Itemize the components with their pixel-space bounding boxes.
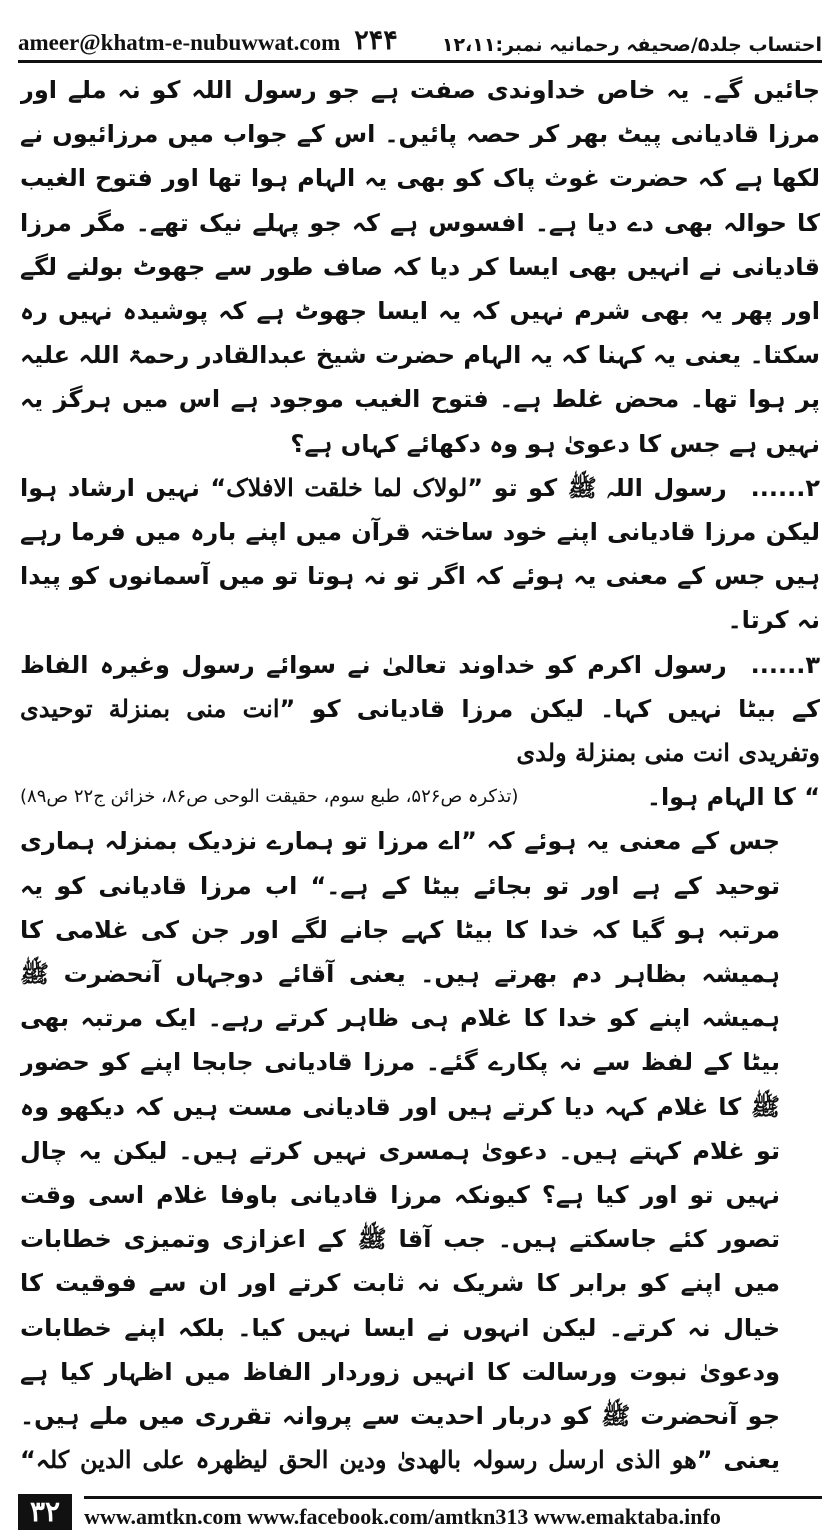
footer-urls: www.amtkn.com www.facebook.com/amtkn313 www.emaktaba.info [84, 1504, 721, 1529]
item-2-text-before: رسول اللہ ﷺ کو تو ” [467, 473, 727, 502]
footer-links-block [84, 1496, 822, 1530]
item-3-text-before: رسول اکرم کو خداوند تعالیٰ نے سوائے رسول وغیرہ الفاظ کے بیٹا نہیں کہا۔ لیکن مرزا قادیانی کو ” [20, 650, 820, 723]
item-3-number: ۳...... [750, 650, 820, 679]
paragraph-4-arabic-quote: ھو الذی ارسل رسولہ بالھدیٰ ودین الحق لیظھرہ علی الدین کلہ [35, 1445, 697, 1475]
paragraph-1: جائیں گے۔ یہ خاص خداوندی صفت ہے جو رسول اللہ کو نہ ملے اور مرزا قادیانی پیٹ بھر کر حصہ پائیں۔ اس کے جواب میں مرزائیوں نے لکھا ہے کہ حضرت غوث پاک کو بھی یہ الہام ہوا تھا اور فتوح الغیب کا حوالہ بھی دے دیا ہے۔ افسوس ہے کہ جو پہلے نیک تھے۔ مگر مرزا قادیانی نے انہیں بھی ایسا کر دیا کہ صاف طور سے جھوٹ بولنے لگے اور پھر یہ بھی شرم نہیں کہ یہ ایسا جھوٹ ہے کہ پوشیدہ نہیں رہ سکتا۔ یعنی یہ کہنا کہ یہ الہام حضرت شیخ عبدالقادر رحمۃ اللہ علیہ پر ہوا تھا۔ محض غلط ہے۔ فتوح الغیب موجود ہے اس میں ہرگز یہ نہیں ہے جس کا دعویٰ ہو وہ دکھائے کہاں ہے؟ [20, 76, 820, 458]
paragraph-4-text: جس کے معنی یہ ہوئے کہ ”اے مرزا تو ہمارے نزدیک بمنزلہ ہماری توحید کے ہے اور تو بجائے بیٹا کے ہے۔“ اب مرزا قادیانی کو یہ مرتبہ ہو گیا کہ خدا کا بیٹا کہے جانے لگے اور جن کی غلامی کا ہمیشہ بظاہر دم بھرتے ہیں۔ یعنی آقائے دوجہاں آنحضرت ﷺ ہمیشہ اپنے کو خدا کا غلام ہی ظاہر کرتے رہے۔ ایک مرتبہ بھی بیٹا کے لفظ سے نہ پکارے گئے۔ مرزا قادیانی جابجا اپنے کو حضور ﷺ کا غلام کہہ دیا کرتے ہیں اور قادیانی مست ہیں کہ دیکھو وہ تو غلام کہتے ہیں۔ دعویٰ ہمسری نہیں کرتے ہیں۔ لیکن یہ چال نہیں تو اور کیا ہے؟ کیونکہ مرزا قادیانی باوفا غلام اسی وقت تصور کئے جاسکتے ہیں۔ جب آقا ﷺ کے اعزازی وتمیزی خطابات میں اپنے کو برابر کا شریک نہ ثابت کرتے اور ان سے فوقیت کا خیال نہ کرتے۔ لیکن انہوں نے ایسا نہیں کیا۔ بلکہ اپنے خطابات ودعویٰ نبوت ورسالت کا انہیں زوردار الفاظ میں اظہار کیا ہے جو آنحضرت ﷺ کو دربار احدیت سے پروانہ تقرری میں ملے ہیں۔ یعنی ” [20, 827, 780, 1475]
paragraph-4-text-after: “ [20, 1446, 36, 1475]
item-2 [20, 466, 820, 643]
header-volume-reference: احتساب جلد۵/صحیفہ رحمانیہ نمبر:۱۲،۱۱ [441, 34, 822, 56]
header-divider [18, 60, 822, 63]
item-3-close-line [20, 775, 820, 819]
item-3-text-after: “ کا الہام ہوا۔ [646, 783, 820, 812]
page-footer [18, 1486, 822, 1530]
item-2-number: ۲...... [750, 473, 820, 502]
header-email: ameer@khatm-e-nubuwwat.com [18, 30, 341, 55]
item-3-citation: (تذکرہ ص۵۲۶، طبع سوم، حقیقت الوحی ص۸۶، خزائن ج۲۲ ص۸۹) [20, 786, 519, 808]
paragraph-4 [20, 819, 820, 1476]
item-2-text-after: “ نہیں ارشاد ہوا لیکن مرزا قادیانی اپنے خود ساختہ قرآن میں اپنے بارہ میں فرما رہے ہیں جس کے معنی یہ ہوئے کہ اگر تو نہ ہوتا تو میں آسمانوں کو پیدا نہ کرتا۔ [20, 473, 820, 635]
header-left [18, 25, 398, 56]
page-body [20, 68, 820, 1476]
item-2-arabic-quote: لولاک لما خلقت الافلاک [226, 472, 468, 502]
footer-page-number: ۳۲ [18, 1494, 72, 1530]
page-header [18, 8, 822, 56]
footer-divider [84, 1496, 822, 1499]
item-3 [20, 643, 820, 776]
header-page-number: ۲۴۴ [354, 25, 398, 56]
item-3-arabic-quote: انت منی بمنزلة توحیدی وتفریدی انت منی بمنزلة ولدی [20, 693, 820, 768]
